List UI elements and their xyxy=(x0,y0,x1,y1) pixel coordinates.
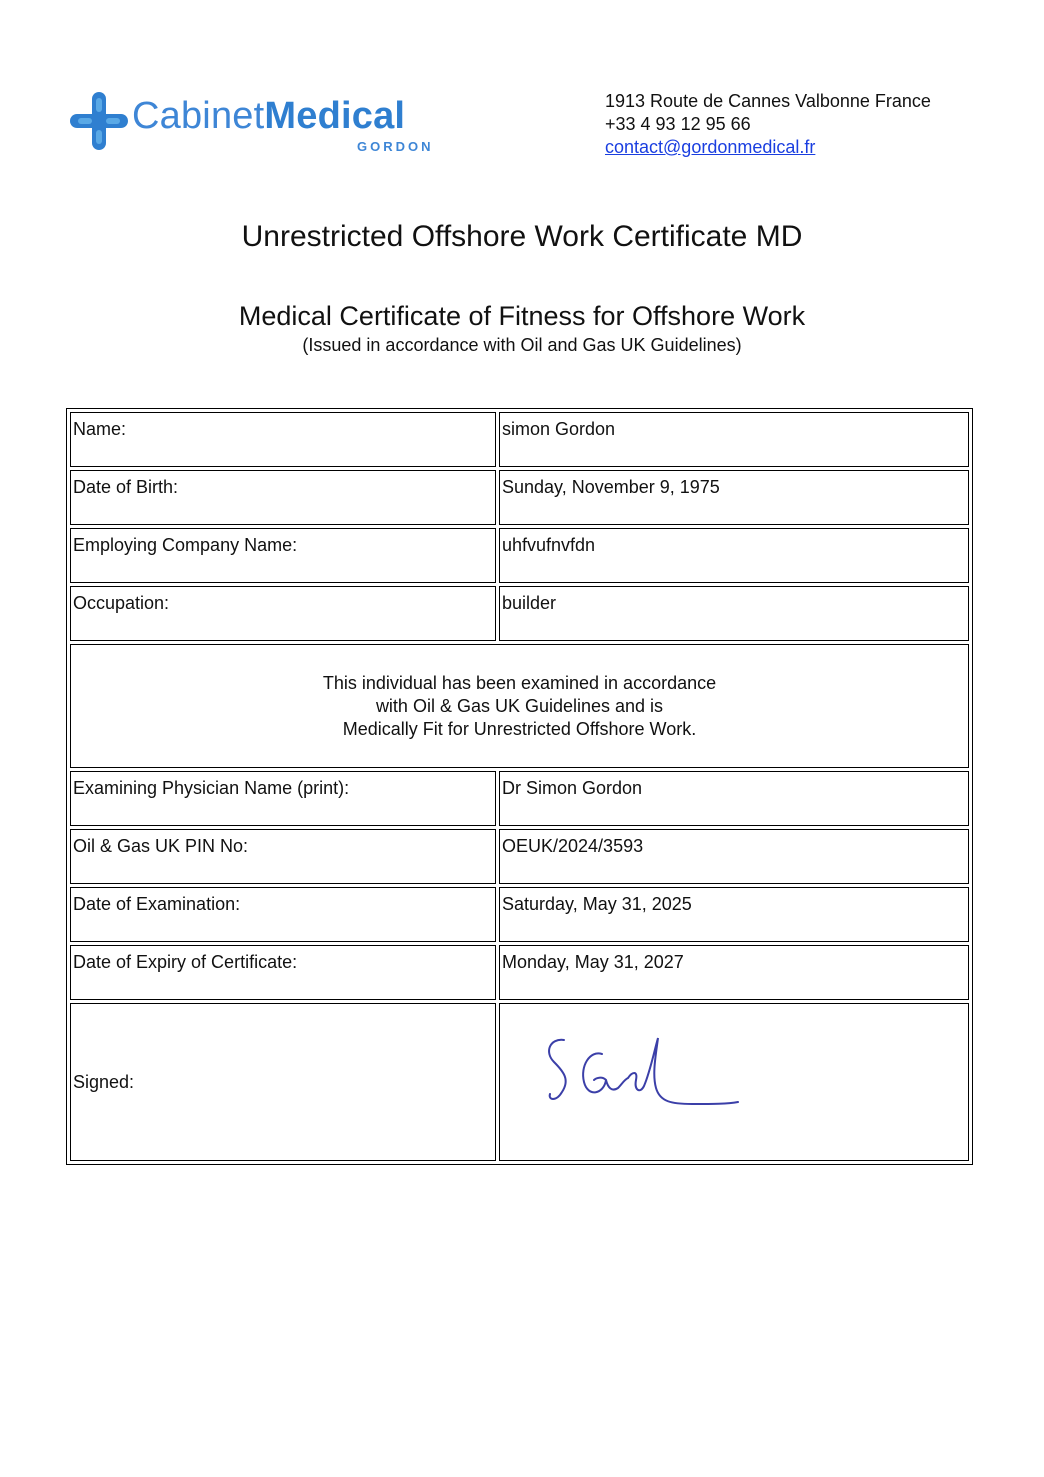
dob-label: Date of Birth: xyxy=(70,470,496,525)
occupation-label: Occupation: xyxy=(70,586,496,641)
name-label: Name: xyxy=(70,412,496,467)
row-name xyxy=(70,412,969,467)
company-value: uhfvufnvfdn xyxy=(499,528,969,583)
pin-value: OEUK/2024/3593 xyxy=(499,829,969,884)
expiry-label: Date of Expiry of Certificate: xyxy=(70,945,496,1000)
contact-phone: +33 4 93 12 95 66 xyxy=(605,114,751,134)
exam-date-label: Date of Examination: xyxy=(70,887,496,942)
fitness-statement xyxy=(70,644,969,768)
logo-name-bold: Medical xyxy=(264,95,406,137)
company-label: Employing Company Name: xyxy=(70,528,496,583)
row-physician xyxy=(70,771,969,826)
physician-label: Examining Physician Name (print): xyxy=(70,771,496,826)
dob-value: Sunday, November 9, 1975 xyxy=(499,470,969,525)
certificate-table xyxy=(66,408,973,1165)
row-dob xyxy=(70,470,969,525)
contact-block xyxy=(605,90,931,159)
clinic-logo xyxy=(70,88,450,158)
row-signed xyxy=(70,1003,969,1161)
statement-line-2: with Oil & Gas UK Guidelines and is xyxy=(375,695,664,716)
document-title: Unrestricted Offshore Work Certificate MD xyxy=(241,220,803,253)
logo-name-light: Cabinet xyxy=(132,95,265,137)
physician-value: Dr Simon Gordon xyxy=(499,771,969,826)
document-subtitle: Medical Certificate of Fitness for Offshore Work xyxy=(238,301,806,331)
medical-cross-icon xyxy=(70,92,128,150)
row-expiry xyxy=(70,945,969,1000)
row-company xyxy=(70,528,969,583)
logo-subtitle: GORDON xyxy=(357,139,434,154)
statement-line-1: This individual has been examined in accordance xyxy=(322,672,717,693)
signed-label: Signed: xyxy=(70,1003,496,1161)
logo-wordmark xyxy=(132,96,405,136)
contact-email-link[interactable]: contact@gordonmedical.fr xyxy=(605,137,816,157)
expiry-value: Monday, May 31, 2027 xyxy=(499,945,969,1000)
row-exam-date xyxy=(70,887,969,942)
contact-address: 1913 Route de Cannes Valbonne France xyxy=(605,91,931,111)
pin-label: Oil & Gas UK PIN No: xyxy=(70,829,496,884)
exam-date-value: Saturday, May 31, 2025 xyxy=(499,887,969,942)
row-occupation xyxy=(70,586,969,641)
document-subnote: (Issued in accordance with Oil and Gas UK Guidelines) xyxy=(302,335,742,355)
statement-line-3: Medically Fit for Unrestricted Offshore Work. xyxy=(342,718,697,739)
row-pin xyxy=(70,829,969,884)
name-value: simon Gordon xyxy=(499,412,969,467)
signature-cell xyxy=(499,1003,969,1161)
occupation-value: builder xyxy=(499,586,969,641)
handwritten-signature xyxy=(542,1032,742,1122)
row-fitness-statement xyxy=(70,644,969,768)
